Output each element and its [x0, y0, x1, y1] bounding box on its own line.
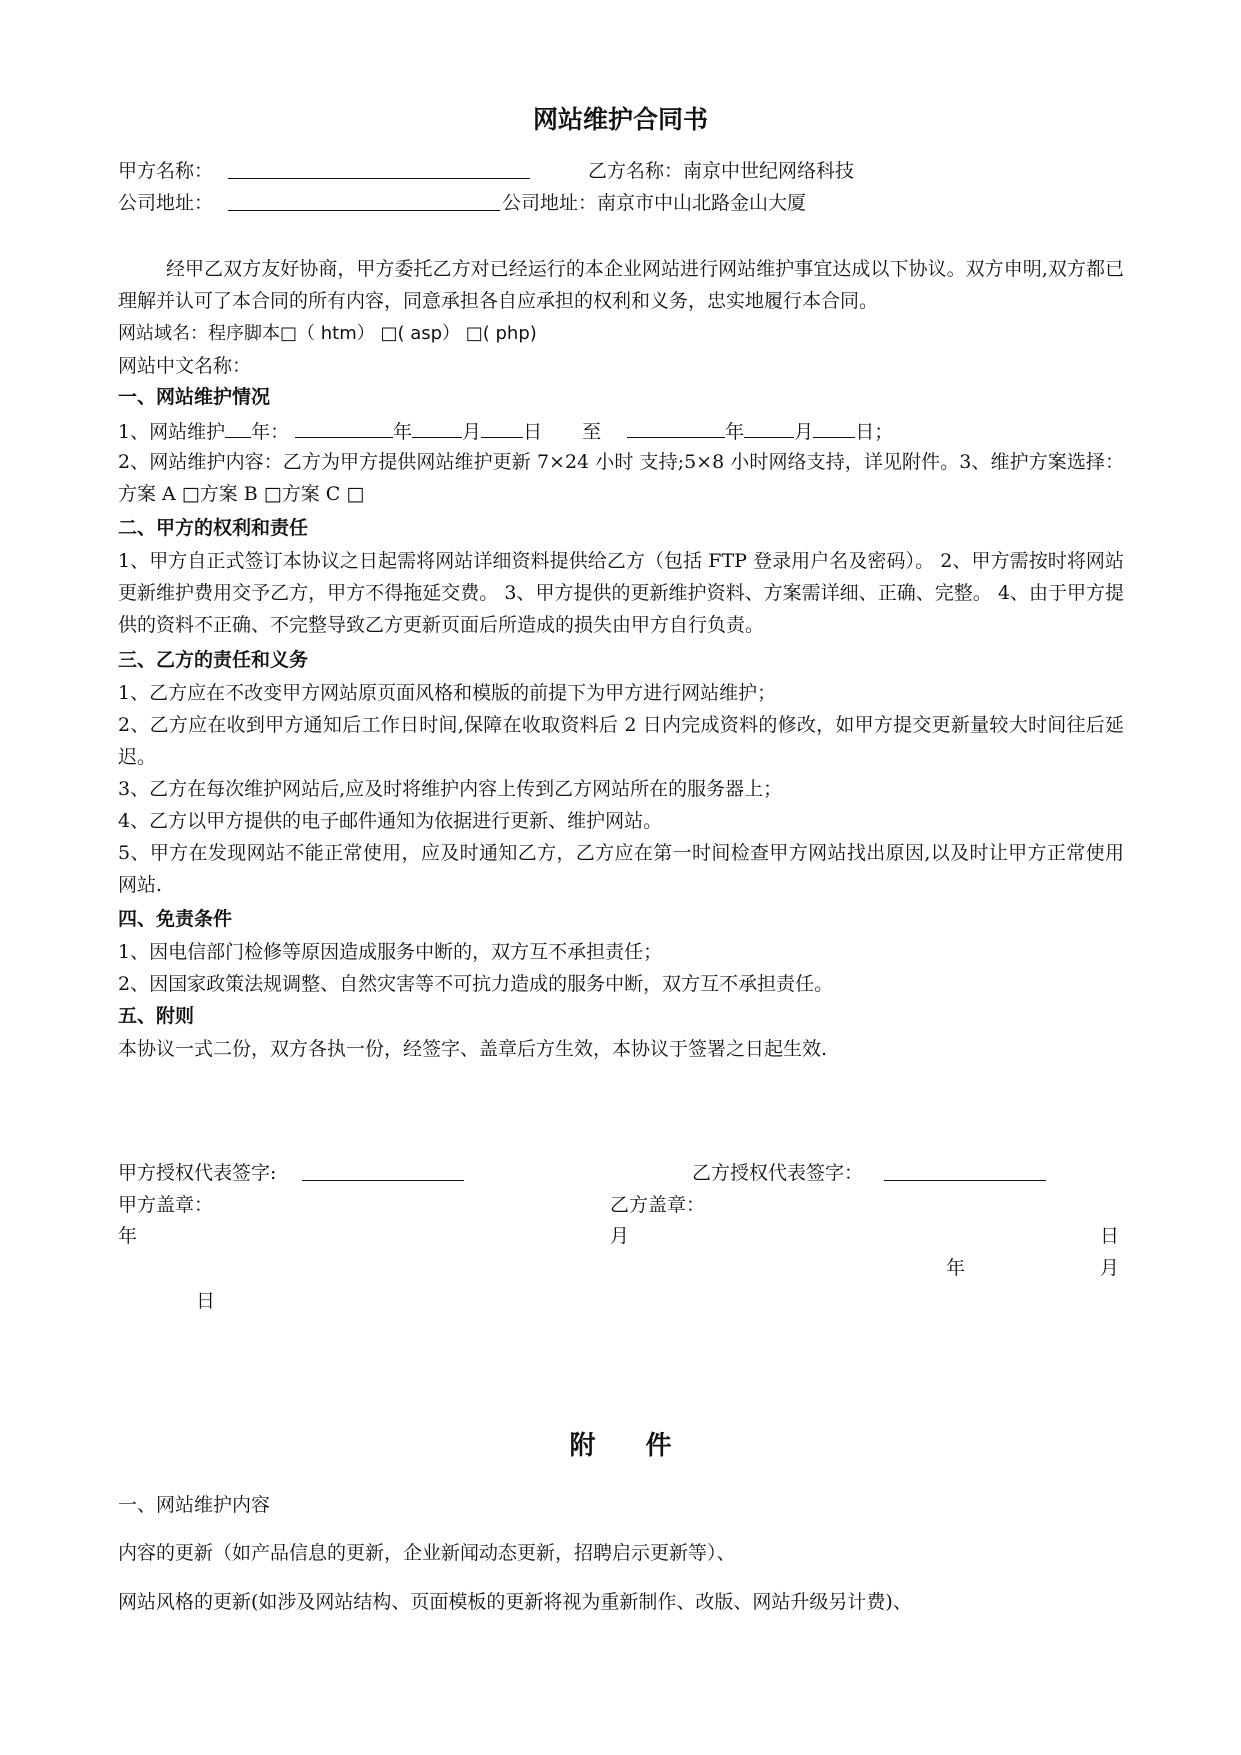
annex-line-1: 内容的更新（如产品信息的更新，企业新闻动态更新，招聘启示更新等）、 — [118, 1542, 736, 1564]
intro-paragraph: 经甲乙双方友好协商，甲方委托乙方对已经运行的本企业网站进行网站维护事宜达成以下协议。双方申明,双方都已理解并认可了本合同的所有内容，同意承担各自应承担的权利和义务，忠实地履行本合同。 — [118, 258, 1124, 312]
to-word: 至 — [582, 421, 602, 443]
party-a-name-label: 甲方名称： — [118, 160, 214, 182]
maintenance-period-line — [118, 417, 893, 445]
domain-line: 网站域名：程序脚本□（ htm） □( asp） □( php) — [118, 323, 537, 344]
start-month-blank — [412, 417, 462, 438]
period-label: 1、网站维护 — [118, 421, 226, 443]
annex-section-1: 一、网站维护内容 — [118, 1494, 271, 1516]
section-3-item-3: 3、乙方在每次维护网站后,应及时将维护内容上传到乙方网站所在的服务器上； — [118, 778, 783, 800]
party-b-address: 公司地址：南京市中山北路金山大厦 — [502, 192, 807, 214]
party-a-signature-blank — [302, 1180, 464, 1181]
end-day-unit: 日； — [855, 421, 894, 443]
years-blank — [225, 417, 251, 438]
end-day-blank — [813, 417, 855, 438]
section-2-body: 1、甲方自正式签订本协议之日起需将网站详细资料提供给乙方（包括 FTP 登录用户名及密码）。 2、甲方需按时将网站更新维护费用交予乙方，甲方不得拖延交费。 3、甲方提供的更新维护资料、方案需详细、正确、完整。 4、由于甲方提供的资料不正确、不完整导致乙方更新页面后所造成的损失由甲方自行负责。 — [118, 550, 1124, 636]
party-a-signature-label: 甲方授权代表签字: — [118, 1162, 277, 1184]
party-b-signature-blank — [884, 1180, 1046, 1181]
years-unit: 年： — [251, 421, 290, 443]
section-3-item-5: 5、甲方在发现网站不能正常使用，应及时通知乙方，乙方应在第一时间检查甲方网站找出原因,以及时让甲方正常使用网站. — [118, 842, 1124, 896]
document-title: 网站维护合同书 — [532, 105, 708, 134]
party-b-signature-label: 乙方授权代表签字： — [692, 1162, 864, 1184]
end-month-unit: 月 — [794, 421, 814, 443]
annex-title: 附件 — [569, 1431, 722, 1461]
party-a-address-label: 公司地址： — [118, 192, 214, 214]
section-5-heading: 五、附则 — [118, 1005, 195, 1027]
section-3-item-4: 4、乙方以甲方提供的电子邮件通知为依据进行更新、维护网站。 — [118, 810, 663, 832]
party-b-name: 乙方名称：南京中世纪网络科技 — [588, 160, 855, 182]
start-day-unit: 日 — [523, 421, 543, 443]
party-a-seal-label: 甲方盖章： — [118, 1194, 214, 1216]
party-a-name-blank — [228, 178, 530, 179]
section-3-item-2: 2、乙方应在收到甲方通知后工作日时间,保障在收取资料后 2 日内完成资料的修改，如甲方提交更新量较大时间往后延迟。 — [118, 714, 1124, 768]
section-1-heading: 一、网站维护情况 — [118, 386, 271, 408]
section-2-heading: 二、甲方的权利和责任 — [118, 517, 309, 539]
party-b-date-year: 年 — [946, 1257, 966, 1279]
maintenance-content: 2、网站维护内容：乙方为甲方提供网站维护更新 7×24 小时 支持;5×8 小时网络支持，详见附件。3、维护方案选择：方案 A □方案 B □方案 C □ — [118, 451, 1124, 505]
party-a-date-year: 年 — [118, 1225, 138, 1247]
party-b-seal-label: 乙方盖章： — [610, 1194, 706, 1216]
section-4-item-2: 2、因国家政策法规调整、自然灾害等不可抗力造成的服务中断，双方互不承担责任。 — [118, 973, 834, 995]
section-4-heading: 四、免责条件 — [118, 908, 233, 930]
start-month-unit: 月 — [462, 421, 482, 443]
end-year-blank — [627, 417, 725, 438]
party-a-address-blank — [228, 210, 500, 211]
party-b-date-day: 日 — [196, 1290, 216, 1312]
start-year-blank — [295, 417, 393, 438]
end-month-blank — [744, 417, 794, 438]
section-3-heading: 三、乙方的责任和义务 — [118, 649, 309, 671]
cn-name-line: 网站中文名称： — [118, 355, 252, 377]
party-b-date-month: 月 — [1100, 1257, 1120, 1279]
party-a-date-day: 日 — [1100, 1225, 1120, 1247]
annex-line-2: 网站风格的更新(如涉及网站结构、页面模板的更新将视为重新制作、改版、网站升级另计费)、 — [118, 1591, 912, 1613]
section-4-item-1: 1、因电信部门检修等原因造成服务中断的，双方互不承担责任； — [118, 941, 663, 963]
start-year-unit: 年 — [393, 421, 413, 443]
start-day-blank — [481, 417, 523, 438]
party-a-date-month: 月 — [610, 1225, 630, 1247]
section-3-item-1: 1、乙方应在不改变甲方网站原页面风格和模版的前提下为甲方进行网站维护； — [118, 682, 777, 704]
section-5-body: 本协议一式二份，双方各执一份，经签字、盖章后方生效，本协议于签署之日起生效. — [118, 1038, 828, 1060]
end-year-unit: 年 — [725, 421, 745, 443]
